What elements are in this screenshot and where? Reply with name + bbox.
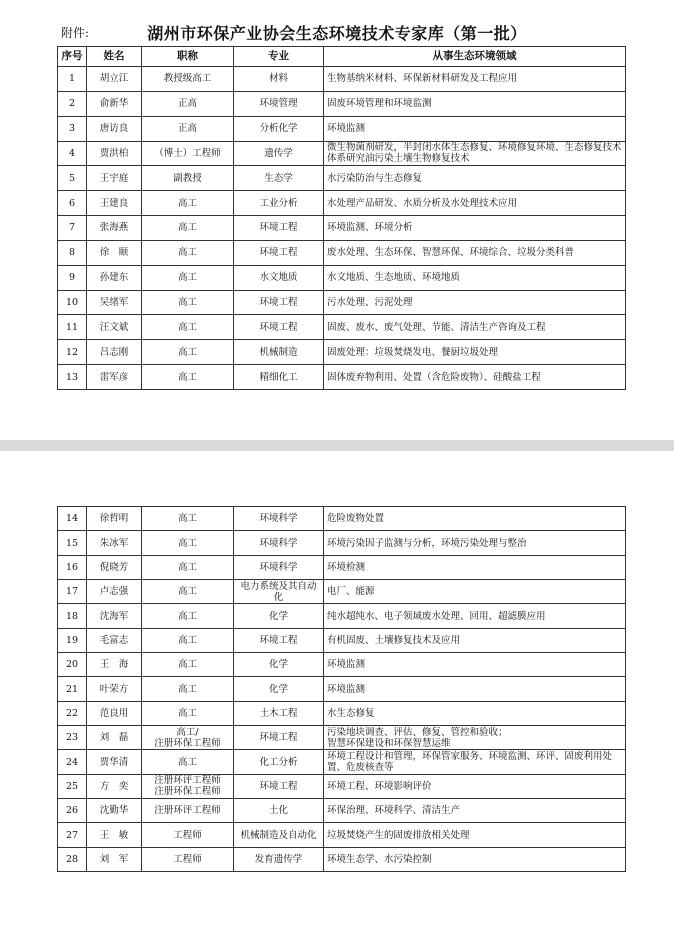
table-row [58, 653, 626, 677]
cell-major: 水文地质 [234, 265, 324, 290]
cell-title: 高工 [142, 701, 234, 725]
cell-seq: 7 [58, 216, 87, 241]
cell-name: 毛富志 [87, 628, 142, 652]
cell-title: 高工 [142, 290, 234, 315]
cell-field: 纯水超纯水、电子领域废水处理、回用、超滤膜应用 [324, 604, 626, 628]
table-row [58, 216, 626, 241]
cell-title: 工程师 [142, 823, 234, 847]
cell-seq: 2 [58, 91, 87, 116]
cell-field: 环境监测 [324, 116, 626, 141]
cell-name: 沈海军 [87, 604, 142, 628]
page-separator [0, 440, 674, 451]
cell-seq: 4 [58, 141, 87, 166]
cell-major: 环境工程 [234, 290, 324, 315]
cell-seq: 19 [58, 628, 87, 652]
cell-seq: 18 [58, 604, 87, 628]
cell-field: 废水处理、生态环保、智慧环保、环境综合、垃圾分类科普 [324, 240, 626, 265]
cell-name: 徐哲明 [87, 507, 142, 531]
table-row [58, 91, 626, 116]
table-row [58, 365, 626, 390]
table-row [58, 116, 626, 141]
table-row [58, 847, 626, 871]
table-row [58, 240, 626, 265]
table-row [58, 580, 626, 604]
cell-seq: 26 [58, 799, 87, 823]
cell-name: 张海燕 [87, 216, 142, 241]
cell-name: 孙建东 [87, 265, 142, 290]
cell-seq: 17 [58, 580, 87, 604]
table-row [58, 166, 626, 191]
cell-title: 高工 [142, 265, 234, 290]
cell-title: 正高 [142, 91, 234, 116]
cell-seq: 1 [58, 67, 87, 92]
cell-field: 环保治理、环境科学、清洁生产 [324, 799, 626, 823]
cell-field: 微生物菌剂研发，半封闭水体生态修复、环境修复环境、生态修复技术体系研究油污染土壤生物修复技术 [324, 141, 626, 166]
cell-title: 副教授 [142, 166, 234, 191]
table-row [58, 191, 626, 216]
cell-major: 环境工程 [234, 216, 324, 241]
cell-field: 水污染防治与生态修复 [324, 166, 626, 191]
cell-major: 化学 [234, 653, 324, 677]
table-row [58, 265, 626, 290]
cell-title: 高工 [142, 531, 234, 555]
cell-major: 环境工程 [234, 726, 324, 750]
table-row [58, 141, 626, 166]
cell-major: 环境工程 [234, 240, 324, 265]
cell-title: 高工 [142, 580, 234, 604]
cell-field: 有机固废、土壤修复技术及应用 [324, 628, 626, 652]
cell-seq: 28 [58, 847, 87, 871]
cell-name: 叶荣方 [87, 677, 142, 701]
cell-name: 徐 颐 [87, 240, 142, 265]
cell-seq: 21 [58, 677, 87, 701]
cell-field: 污染地块调查、评估、修复、管控和验收； 智慧环保建设和环保智慧运维 [324, 726, 626, 750]
cell-major: 环境科学 [234, 507, 324, 531]
table-row [58, 507, 626, 531]
cell-title: 高工 [142, 191, 234, 216]
cell-major: 环境科学 [234, 555, 324, 579]
cell-name: 刘 磊 [87, 726, 142, 750]
cell-field: 水处理产品研发、水质分析及水处理技术应用 [324, 191, 626, 216]
cell-field: 固体废弃物利用、处置（含危险废物）、硅酸盐工程 [324, 365, 626, 390]
cell-field: 环境生态学、水污染控制 [324, 847, 626, 871]
cell-field: 环境工程、环境影响评价 [324, 774, 626, 798]
cell-major: 环境管理 [234, 91, 324, 116]
cell-field: 环境监测 [324, 653, 626, 677]
table-row [58, 823, 626, 847]
cell-major: 环境工程 [234, 774, 324, 798]
cell-name: 唐访良 [87, 116, 142, 141]
cell-field: 污水处理、污泥处理 [324, 290, 626, 315]
cell-field: 垃圾焚烧产生的固废排放相关处理 [324, 823, 626, 847]
cell-field: 固废环境管理和环境监测 [324, 91, 626, 116]
attachment-label: 附件: [61, 26, 90, 40]
cell-seq: 22 [58, 701, 87, 725]
cell-name: 卢志强 [87, 580, 142, 604]
column-header-seq: 序号 [58, 47, 87, 67]
cell-major: 分析化学 [234, 116, 324, 141]
table-row [58, 701, 626, 725]
cell-title: 教授级高工 [142, 67, 234, 92]
cell-name: 吴绪军 [87, 290, 142, 315]
expert-table-page-2 [57, 506, 626, 872]
cell-title: 高工 [142, 750, 234, 774]
cell-seq: 25 [58, 774, 87, 798]
cell-field: 环境监测、环境分析 [324, 216, 626, 241]
cell-seq: 9 [58, 265, 87, 290]
cell-seq: 6 [58, 191, 87, 216]
cell-major: 材料 [234, 67, 324, 92]
table-row [58, 750, 626, 774]
cell-name: 胡立江 [87, 67, 142, 92]
column-header-name: 姓名 [87, 47, 142, 67]
cell-major: 环境科学 [234, 531, 324, 555]
cell-name: 吕志刚 [87, 340, 142, 365]
cell-field: 危险废物处置 [324, 507, 626, 531]
cell-major: 电力系统及其自动化 [234, 580, 324, 604]
cell-seq: 8 [58, 240, 87, 265]
cell-field: 水生态修复 [324, 701, 626, 725]
cell-title: 高工 [142, 365, 234, 390]
table-row [58, 677, 626, 701]
cell-field: 生物基纳米材料、环保新材料研发及工程应用 [324, 67, 626, 92]
cell-seq: 27 [58, 823, 87, 847]
cell-seq: 11 [58, 315, 87, 340]
table-row [58, 290, 626, 315]
cell-name: 汪文斌 [87, 315, 142, 340]
cell-major: 机械制造及自动化 [234, 823, 324, 847]
cell-name: 王 敏 [87, 823, 142, 847]
cell-seq: 16 [58, 555, 87, 579]
cell-seq: 15 [58, 531, 87, 555]
table-row [58, 604, 626, 628]
cell-name: 范良用 [87, 701, 142, 725]
cell-title: 高工 [142, 604, 234, 628]
cell-title: 正高 [142, 116, 234, 141]
cell-major: 环境工程 [234, 628, 324, 652]
cell-seq: 12 [58, 340, 87, 365]
cell-name: 方 奕 [87, 774, 142, 798]
table-row [58, 315, 626, 340]
cell-title: 注册环评工程师 注册环保工程师 [142, 774, 234, 798]
cell-field: 固废、废水、废气处理、节能、清洁生产咨询及工程 [324, 315, 626, 340]
column-header-title: 职称 [142, 47, 234, 67]
column-header-field: 从事生态环境领域 [324, 47, 626, 67]
cell-name: 朱冰军 [87, 531, 142, 555]
cell-title: 高工/ 注册环保工程师 [142, 726, 234, 750]
cell-major: 发育遗传学 [234, 847, 324, 871]
cell-seq: 14 [58, 507, 87, 531]
cell-seq: 10 [58, 290, 87, 315]
cell-major: 环境工程 [234, 315, 324, 340]
cell-name: 雷军彦 [87, 365, 142, 390]
cell-field: 电厂、能源 [324, 580, 626, 604]
cell-field: 环境工程设计和管理，环保管家服务、环境监测、环评、固废利用处置、危废核查等 [324, 750, 626, 774]
cell-major: 精细化工 [234, 365, 324, 390]
cell-major: 机械制造 [234, 340, 324, 365]
cell-seq: 13 [58, 365, 87, 390]
table-row [58, 67, 626, 92]
cell-name: 刘 军 [87, 847, 142, 871]
cell-name: 沈勤华 [87, 799, 142, 823]
cell-title: （博士）工程师 [142, 141, 234, 166]
cell-seq: 24 [58, 750, 87, 774]
cell-title: 高工 [142, 653, 234, 677]
table-row [58, 799, 626, 823]
cell-field: 环境污染因子监测与分析，环境污染处理与整治 [324, 531, 626, 555]
cell-major: 生态学 [234, 166, 324, 191]
cell-seq: 23 [58, 726, 87, 750]
cell-name: 王宇庭 [87, 166, 142, 191]
cell-major: 土木工程 [234, 701, 324, 725]
cell-major: 土化 [234, 799, 324, 823]
table-row [58, 628, 626, 652]
cell-field: 环境检测 [324, 555, 626, 579]
cell-title: 高工 [142, 240, 234, 265]
table-row [58, 531, 626, 555]
cell-title: 高工 [142, 340, 234, 365]
table-row [58, 726, 626, 750]
cell-title: 注册环评工程师 [142, 799, 234, 823]
document-title: 湖州市环保产业协会生态环境技术专家库（第一批） [147, 24, 527, 43]
cell-major: 化学 [234, 604, 324, 628]
column-header-major: 专业 [234, 47, 324, 67]
page-header [0, 0, 674, 46]
cell-title: 高工 [142, 507, 234, 531]
expert-table-page-1 [57, 46, 626, 390]
cell-title: 高工 [142, 677, 234, 701]
cell-name: 贾华清 [87, 750, 142, 774]
cell-seq: 5 [58, 166, 87, 191]
table-row [58, 340, 626, 365]
cell-field: 水文地质、生态地质、环境地质 [324, 265, 626, 290]
cell-name: 贾洪柏 [87, 141, 142, 166]
cell-name: 王建良 [87, 191, 142, 216]
cell-seq: 3 [58, 116, 87, 141]
cell-seq: 20 [58, 653, 87, 677]
cell-name: 倪晓芳 [87, 555, 142, 579]
cell-field: 环境监测 [324, 677, 626, 701]
table-header-row [58, 47, 626, 67]
table-row [58, 555, 626, 579]
cell-title: 工程师 [142, 847, 234, 871]
cell-name: 俞新华 [87, 91, 142, 116]
table-row [58, 774, 626, 798]
cell-title: 高工 [142, 555, 234, 579]
cell-major: 工业分析 [234, 191, 324, 216]
cell-major: 化工分析 [234, 750, 324, 774]
cell-title: 高工 [142, 315, 234, 340]
cell-name: 王 海 [87, 653, 142, 677]
cell-major: 遗传学 [234, 141, 324, 166]
cell-title: 高工 [142, 216, 234, 241]
cell-major: 化学 [234, 677, 324, 701]
cell-field: 固废处理：垃圾焚烧发电、餐厨垃圾处理 [324, 340, 626, 365]
cell-title: 高工 [142, 628, 234, 652]
